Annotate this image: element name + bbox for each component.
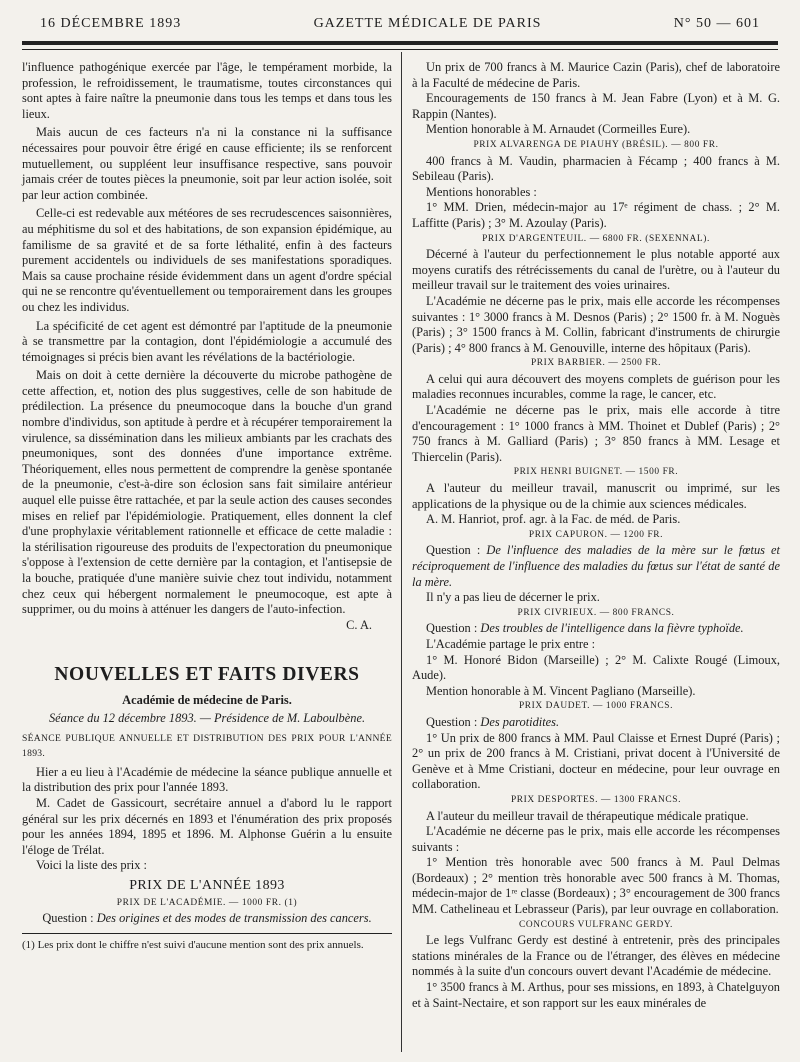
page-header: [40, 14, 760, 34]
paragraph: Encouragements de 150 francs à M. Jean Fabre (Lyon) et à M. G. Rappin (Nantes).: [412, 91, 780, 121]
paragraph: Celle-ci est redevable aux météores de ses recrudescences saisonnières, au méphitisme du sol et des habitations, de son expansion épidémique, au familisme de sa gravité et de sa forte léthalité, enfin à des facteurs purement accidentels ou individuels de ses manifestations sporadiques. Mais sa cause prochaine réside évidemment dans un agent d'ordre spécial qui ne se rencontre qu'éventuellement ou temporairement dans les groupes ou chez les individus.: [22, 206, 392, 314]
paragraph: Un prix de 700 francs à M. Maurice Cazin (Paris), chef de laboratoire à la Faculté de médecine de Paris.: [412, 60, 780, 90]
paragraph: L'Académie partage le prix entre :: [426, 636, 596, 651]
paragraph: 400 francs à M. Vaudin, pharmacien à Fécamp ; 400 francs à M. Sebileau (Paris).: [412, 153, 780, 184]
prize-heading: PRIX DESPORTES. — 1300 FRANCS.: [510, 794, 682, 805]
header-date: 16 DÉCEMBRE 1893: [40, 16, 182, 31]
paragraph: Mentions honorables :: [426, 184, 537, 199]
prize-heading: PRIX HENRI BUIGNET. — 1500 FR.: [513, 467, 679, 478]
prize-heading: PRIX CAPURON. — 1200 FR.: [528, 529, 664, 540]
paragraph: Il n'y a pas lieu de décerner le prix.: [426, 590, 600, 605]
question-text: Des troubles de l'intelligence dans la fièvre typhoïde.: [480, 621, 744, 636]
paragraph: Mais aucun de ces facteurs n'a ni la constance ni la suffisance nécessaires pour pouvoir être érigé en cause efficiente; ils se renforcent mutuellement, ou suppléent leur insuffisance respective, sans pouvoir jamais créer de toutes pièces la pneumonie, soit par leur action isolée, soit par leur action combinée.: [22, 125, 392, 202]
question-text: Des parotidites.: [480, 714, 560, 729]
paragraph: A celui qui aura découvert des moyens complets de guérison pour les maladies reconnues incurables, comme la rage, le cancer, etc.: [412, 371, 780, 402]
paragraph: l'influence pathogénique exercée par l'âge, le tempérament morbide, la profession, le refroidissement, le traumatisme, toutes circonstances qui sont aptes à faire naître la pneumonie dans tous les temps et dans tous les lieux.: [22, 60, 392, 121]
prize-heading: PRIX ALVARENGA DE PIAUHY (BRÉSIL). — 800 FR.: [473, 139, 719, 150]
header-rule-thin: [22, 49, 778, 50]
paragraph: 1° MM. Drien, médecin-major au 17ᵉ régiment de chass. ; 2° M. Laffitte (Paris) ; 3° M. Azoulay (Paris).: [412, 200, 780, 230]
paragraph: L'Académie ne décerne pas le prix, mais elle accorde à titre d'encouragement : 1° 1000 francs à MM. Thoinet et Dublef (Paris) ; 2° 750 francs à M. Galliard (Paris) ; 3° 850 francs à MM. Lesage et Thiercelin (Paris).: [412, 403, 780, 464]
paragraph: Le legs Vulfranc Gerdy est destiné à entretenir, près des principales stations minérales de la France ou de l'étranger, des élèves en médecine nommés à la suite d'un concours ouvert devant l'Académie de médecine.: [412, 933, 780, 979]
column-divider: [401, 52, 402, 1052]
paragraph: L'Académie ne décerne pas le prix, mais elle accorde les récompenses suivants :: [412, 824, 780, 854]
footnote-rule: [22, 933, 392, 934]
paragraph: 1° 3500 francs à M. Arthus, pour ses missions, en 1893, à Chatelguyon et à Saint-Nectaire, et son rapport sur les eaux minérales de: [412, 980, 780, 1010]
question-text: Des origines et des modes de transmission des cancers.: [96, 911, 372, 926]
header-issue: N° 50 — 601: [673, 16, 760, 31]
paragraph: Mention honorable à M. Vincent Pagliano (Marseille).: [426, 683, 696, 698]
prize-heading: PRIX D'ARGENTEUIL. — 6800 FR. (SEXENNAL).: [482, 233, 710, 244]
prix-annee-heading: PRIX DE L'ANNÉE 1893: [129, 877, 285, 893]
question-label: Question :: [426, 621, 478, 636]
prix-academie-heading: PRIX DE L'ACADÉMIE. — 1000 FR. (1): [116, 897, 298, 908]
right-column: [412, 60, 780, 1011]
paragraph: L'Académie ne décerne pas le prix, mais elle accorde les récompenses suivantes : 1° 3000 francs à M. Desnos (Paris) ; 2° 1500 fr. à M. Noguès (Paris) ; 3° 1500 francs à M. Collin, fabricant d'instruments de chirurgie (Paris) ; 4° 800 francs à M. Genouville, interne des hôpitaux (Paris).: [412, 293, 780, 355]
question-label: Question :: [42, 911, 94, 926]
header-rule-thick: [22, 41, 778, 45]
question-line: [412, 543, 780, 590]
prize-heading: PRIX BARBIER. — 2500 FR.: [530, 358, 662, 369]
prize-heading: CONCOURS VULFRANC GERDY.: [519, 919, 673, 930]
paragraph: Décerné à l'auteur du perfectionnement le plus notable apporté aux moyens curatifs des rétrécissements du canal de l'urètre, ou à l'auteur du meilleur travail sur le traitement des voies urinaires.: [412, 247, 780, 293]
question-label: Question :: [426, 543, 481, 558]
question-line: [412, 715, 780, 731]
paragraph: Mais on doit à cette dernière la découverte du microbe pathogène de cette affection, et, notion des plus suggestives, celle de son habitude de prédilection. La présence du pneumocoque dans la bouche d'un grand nombre d'individus, son aptitude à perdre et à récupérer temporairement la virulence, sa dissémination dans les milieux ambiants par les crachats des pneumoniques, sont des données d'une importance extrême. Théoriquement, elles nous permettent de comprendre la genèse spontanée de la pneumonie, c'est-à-dire son éclosion sans fait similaire antérieur auquel elle puisse être rattachée, et par la seule action des causes secondes mises en relief par l'épidémiologie. Pratiquement, elles donnent la clef d'une prophylaxie véritablement rationnelle et efficace de cette maladie : la stérilisation rigoureuse des produits de l'expectoration du pneumonique s'oppose à l'extension de cette dernière par la contagion, et l'antisepsie de la bouche, pratiquée d'une manière suivie chez tout individu, notamment chez ceux qui hébergent normalement le pneumocoque, est apte à supprimer, ou du moins à atténuer les dangers de l'auto-infection.: [22, 368, 392, 617]
paragraph: Voici la liste des prix :: [36, 858, 147, 873]
question-line: [412, 621, 780, 637]
paragraph: A l'auteur du meilleur travail, manuscrit ou imprimé, sur les applications de la physique ou de la chimie aux sciences médicales.: [412, 481, 780, 511]
section-title: NOUVELLES ET FAITS DIVERS: [54, 664, 360, 686]
seance-publique: SÉANCE PUBLIQUE ANNUELLE ET DISTRIBUTION DES PRIX POUR L'ANNÉE 1893.: [22, 732, 392, 760]
question-text: De l'influence des maladies de la mère sur le fœtus et réciproquement de l'influence des maladies du fœtus sur l'état de santé de la mère.: [412, 543, 781, 589]
header-title: GAZETTE MÉDICALE DE PARIS: [313, 16, 542, 31]
paragraph: 1° M. Honoré Bidon (Marseille) ; 2° M. Calixte Rougé (Limoux, Aude).: [412, 652, 780, 683]
seance-line: Séance du 12 décembre 1893. — Présidence de M. Laboulbène.: [48, 710, 366, 725]
paragraph: Mention honorable à M. Arnaudet (Cormeilles Eure).: [426, 122, 691, 137]
paragraph: La spécificité de cet agent est démontré par l'aptitude de la pneumonie à se transmettre par la contagion, dont l'épidémiologie a accumulé des témoignages si précis bien avant les révélations de la bactériologie.: [22, 318, 392, 364]
prize-heading: PRIX DAUDET. — 1000 FRANCS.: [518, 701, 674, 712]
paragraph: M. Cadet de Gassicourt, secrétaire annuel a d'abord lu le rapport général sur les prix décernés en 1893 et l'énumération des prix proposés pour les années 1894, 1895 et 1896. M. Alphonse Guérin a lu ensuite l'éloge de Trélat.: [22, 795, 392, 857]
paragraph: A. M. Hanriot, prof. agr. à la Fac. de méd. de Paris.: [426, 512, 681, 527]
left-column: [22, 60, 392, 952]
academy-heading: Académie de médecine de Paris.: [122, 693, 292, 708]
signature: C. A.: [346, 617, 372, 632]
paragraph: Hier a eu lieu à l'Académie de médecine la séance publique annuelle et la distribution des prix pour l'année 1893.: [22, 764, 392, 795]
paragraph: 1° Un prix de 800 francs à MM. Paul Claisse et Ernest Dupré (Paris) ; 2° un prix de 200 francs à M. Cristiani, privat docent à l'Université de Genève et à Mme Cristiani, docteur en médecine, pour leur ouvrage en collaboration.: [412, 730, 780, 792]
paragraph: 1° Mention très honorable avec 500 francs à M. Paul Delmas (Bordeaux) ; 2° mention très honorable avec 500 francs à M. Thomas, médecin-major de 1ʳᵉ classe (Bordeaux) ; 3° encouragement de 300 francs MM. Cathelineau et Lebrasseur (Paris), par leur ouvrage en collaboration.: [412, 855, 780, 917]
paragraph: A l'auteur du meilleur travail de thérapeutique médicale pratique.: [426, 808, 749, 823]
prize-heading: PRIX CIVRIEUX. — 800 FRANCS.: [517, 607, 675, 618]
question-line: [22, 911, 392, 927]
question-label: Question :: [426, 714, 478, 729]
footnote: (1) Les prix dont le chiffre n'est suivi d'aucune mention sont des prix annuels.: [22, 938, 364, 951]
